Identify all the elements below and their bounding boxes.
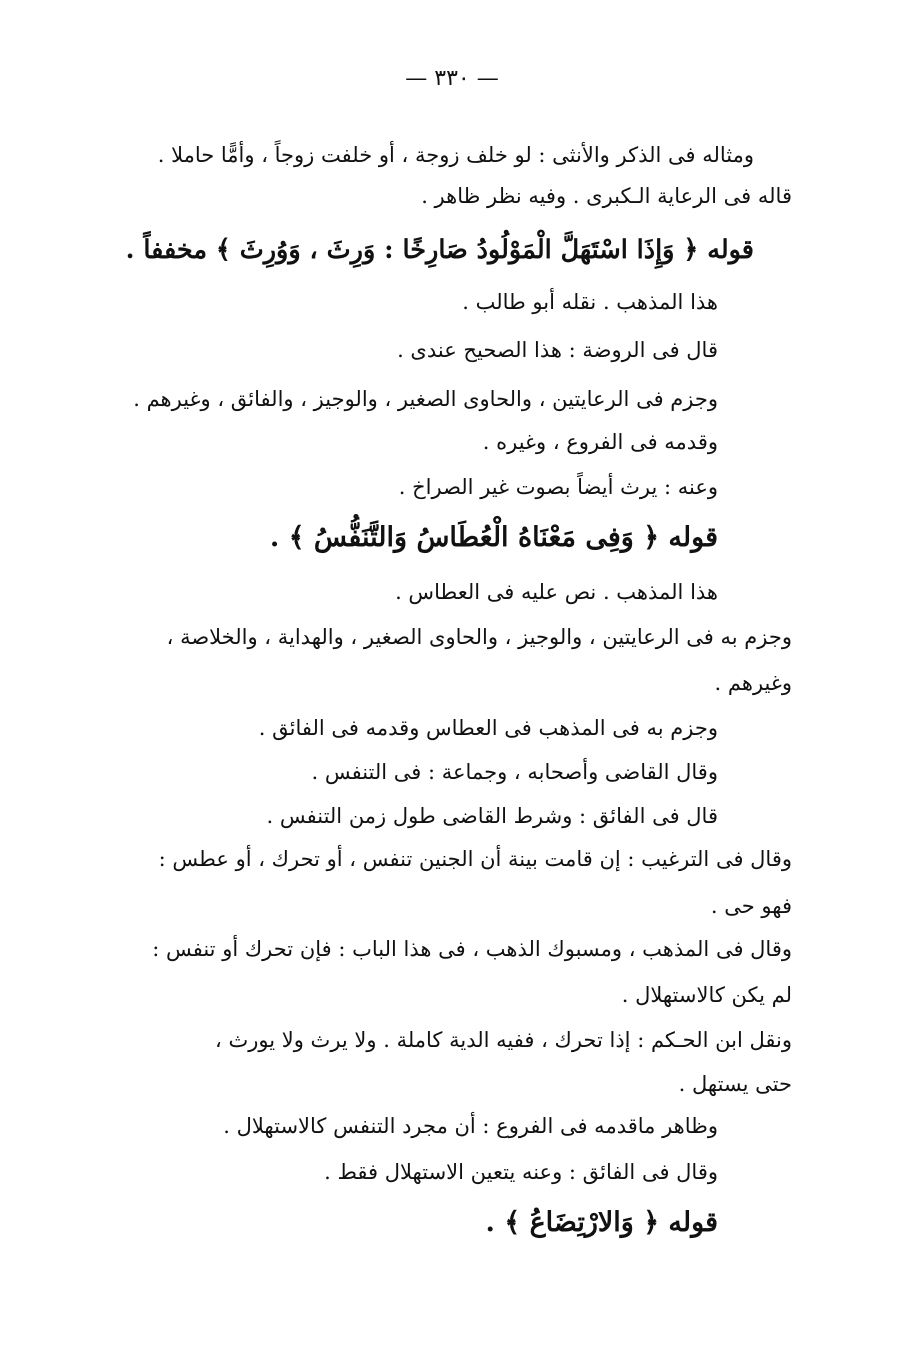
text-line: وجزم به فى الرعايتين ، والوجيز ، والحاوى الصغير ، والهداية ، والخلاصة ، bbox=[166, 625, 792, 649]
text-line: وجزم فى الرعايتين ، والحاوى الصغير ، والوجيز ، والفائق ، وغيرهم . bbox=[133, 387, 718, 411]
text-line: وقال فى الترغيب : إن قامت بينة أن الجنين تنفس ، أو تحرك ، أو عطس : bbox=[158, 847, 792, 871]
text-line: ومثاله فى الذكر والأنثى : لو خلف زوجة ، أو خلفت زوجاً ، وأمًّا حاملا . bbox=[157, 143, 754, 167]
text-line: لم يكن كالاستهلال . bbox=[621, 983, 792, 1007]
text-line: وقال القاضى وأصحابه ، وجماعة : فى التنفس . bbox=[311, 760, 718, 784]
heading-line: قوله ﴿ وَإِذَا اسْتَهَلَّ الْمَوْلُودُ صَارِخًا : وَرِثَ ، وَوُرِثَ ﴾ مخففاً . bbox=[125, 235, 754, 265]
text-line: قاله فى الرعاية الـكبرى . وفيه نظر ظاهر . bbox=[421, 184, 792, 208]
text-line: وظاهر ماقدمه فى الفروع : أن مجرد التنفس كالاستهلال . bbox=[223, 1114, 718, 1138]
heading-line: قوله ﴿ وَفِى مَعْنَاهُ الْعُطَاسُ وَالتَّنَفُّسُ ﴾ . bbox=[269, 522, 718, 553]
text-line: حتى يستهل . bbox=[678, 1072, 792, 1096]
page-number: — ٣٣٠ — bbox=[405, 66, 499, 91]
text-line: ونقل ابن الحـكم : إذا تحرك ، ففيه الدية كاملة . ولا يرث ولا يورث ، bbox=[215, 1028, 792, 1052]
text-line: وعنه : يرث أيضاً بصوت غير الصراخ . bbox=[398, 475, 718, 499]
text-line: وغيرهم . bbox=[714, 671, 792, 695]
text-line: هذا المذهب . نقله أبو طالب . bbox=[462, 290, 718, 314]
heading-line: قوله ﴿ وَالارْتِضَاعُ ﴾ . bbox=[485, 1207, 718, 1238]
text-line: فهو حى . bbox=[710, 894, 792, 918]
text-line: قال فى الفائق : وشرط القاضى طول زمن التنفس . bbox=[266, 804, 718, 828]
text-line: وقدمه فى الفروع ، وغيره . bbox=[482, 430, 718, 454]
text-line: قال فى الروضة : هذا الصحيح عندى . bbox=[397, 338, 718, 362]
text-line: وجزم به فى المذهب فى العطاس وقدمه فى الفائق . bbox=[258, 716, 718, 740]
text-line: هذا المذهب . نص عليه فى العطاس . bbox=[395, 580, 718, 604]
text-line: وقال فى الفائق : وعنه يتعين الاستهلال فقط . bbox=[324, 1160, 718, 1184]
text-line: وقال فى المذهب ، ومسبوك الذهب ، فى هذا الباب : فإن تحرك أو تنفس : bbox=[152, 937, 792, 961]
